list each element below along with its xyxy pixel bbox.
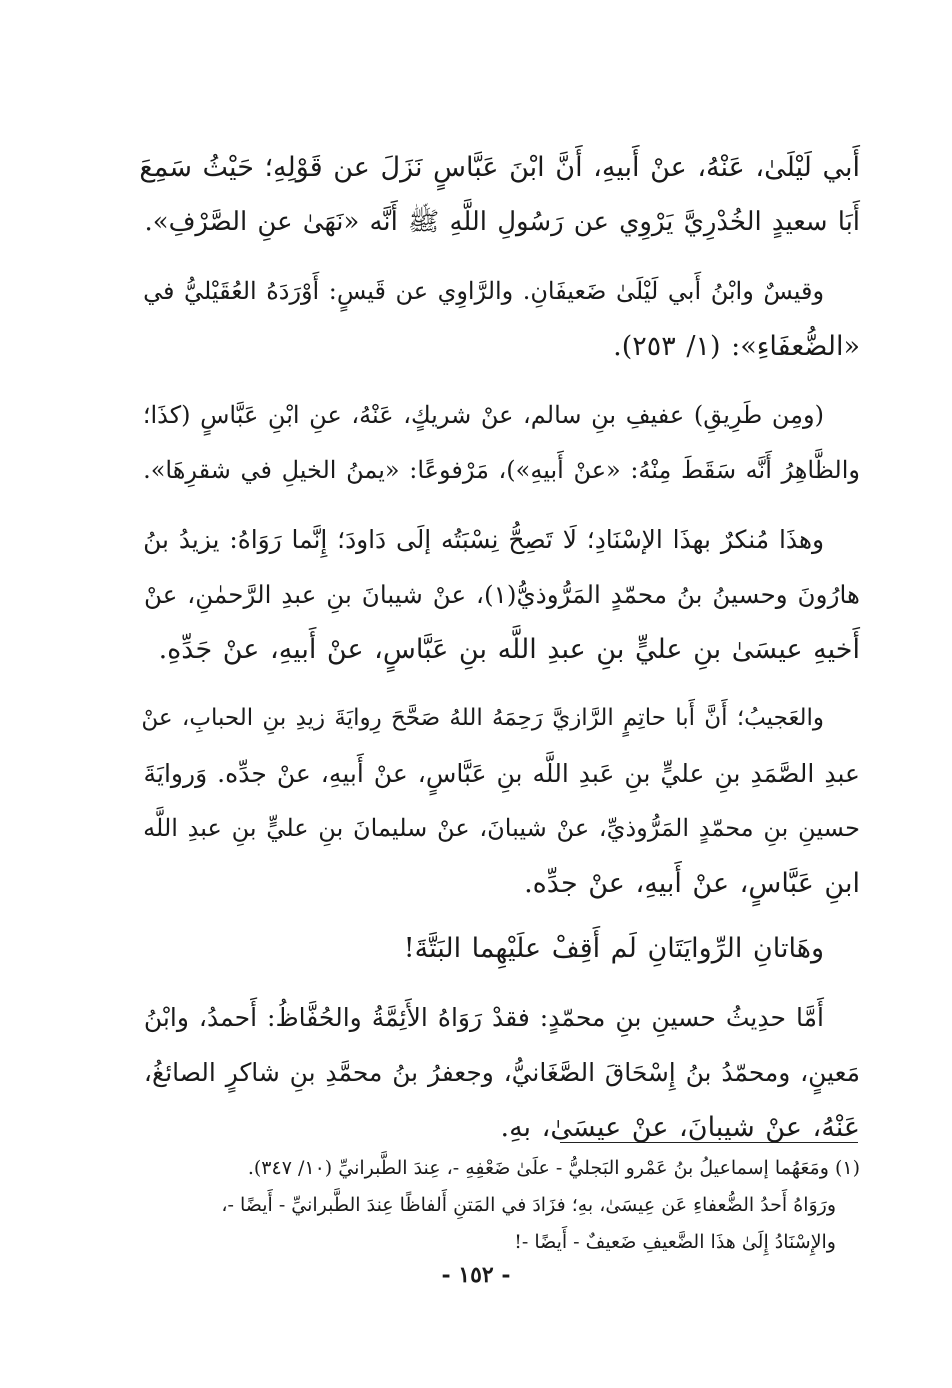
paragraph-7: [138, 990, 860, 1155]
footnote-line: ورَوَاهُ أَحدُ الضُّعفاءِ عَن عِيسَىٰ، بهِ؛ فزَادَ في المَتنِ أَلفاظًا عِندَ الطَّبرانيِّ - أَيضًا -،: [221, 1194, 836, 1216]
paragraph-4: [138, 512, 860, 677]
text-line: ابنِ عَبَّاسٍ، عنْ أَبيهِ، عنْ جدِّه.: [524, 868, 860, 899]
paragraph-2: [138, 264, 860, 374]
page-number: - ١٥٢ -: [441, 1262, 511, 1288]
text-line: هارُونَ وحسينُ بنُ محمّدٍ المَرُّوذيُّ(١)، عنْ شيبانَ بنِ عبدِ الرَّحمٰنِ، عنْ: [143, 580, 860, 609]
text-line: وهذَا مُنكرٌ بهذَا الإسْنَادِ؛ لَا تَصِحُّ نِسْبَتُه إلَى دَاودَ؛ إِنَّما رَوَاهُ: يزيدُ بنُ: [143, 525, 824, 554]
text-line: أَبَا سعيدٍ الخُدْرِيَّ يَرْوِي عن رَسُولِ اللَّهِ ﷺ أَنَّه «نَهَىٰ عنِ الصَّرْفِ».: [144, 207, 860, 237]
footnote-divider: [560, 1142, 858, 1143]
text-line: أَمَّا حدِيثُ حسينِ بنِ محمّدٍ: فقدْ رَوَاهُ الأَئِمَّةُ والحُفَّاظُ: أَحمدُ، وابْنُ: [143, 1003, 824, 1032]
text-line: حسينِ بنِ محمّدٍ المَرُّوذيِّ، عنْ شيبانَ، عنْ سليمانَ بنِ عليٍّ بنِ عبدِ اللَّه: [143, 814, 860, 842]
text-line: والعَجيبُ؛ أَنَّ أَبا حاتِمٍ الرَّازيَّ رَحِمَهُ اللهُ صَحَّحَ رِوايَةَ زيدِ بنِ الحبابِ، عنْ: [141, 705, 824, 731]
text-line: وقيسٌ وابْنُ أَبي لَيْلَىٰ ضَعيفَانِ. والرَّاوِي عن قَيسٍ: أَوْرَدَهُ العُقَيْليُّ في: [143, 277, 824, 305]
footnote-line: والإِسْنَادُ إِلَىٰ هذَا الضَّعيفِ ضَعيفٌ - أَيضًا -!: [514, 1231, 836, 1253]
text-line: أَبي لَيْلَىٰ، عَنْهُ، عنْ أَبيهِ، أَنَّ ابْنَ عَبَّاسٍ نَزَلَ عن قَوْلِهِ؛ حَيْثُ سَمِعَ: [139, 152, 860, 183]
paragraph-5: [138, 691, 860, 911]
paragraph-6: [138, 921, 860, 976]
paragraph-1: [138, 140, 860, 250]
main-text: [138, 140, 860, 1155]
footnotes: [138, 1150, 860, 1261]
text-line: وهَاتانِ الرِّوايَتَانِ لَم أَقِفْ علَيْهِما البَتَّةَ!: [403, 933, 824, 964]
text-line: عبدِ الصَّمَدِ بنِ عليٍّ بنِ عَبدِ اللَّه بنِ عَبَّاسٍ، عنْ أَبيهِ، عنْ جدِّه. وَروايَةَ: [143, 759, 860, 788]
text-line: والظَّاهِرُ أَنَّه سَقَطَ مِنْهُ: «عنْ أَبيهِ»)، مَرْفوعًا: «يمنُ الخيلِ في شقرِهَا».: [143, 456, 860, 484]
text-line: «الضُّعفَاءِ»: (١/ ٢٥٣).: [613, 331, 860, 362]
text-line: أَخيهِ عيسَىٰ بنِ عليٍّ بنِ عبدِ اللَّه بنِ عَبَّاسٍ، عنْ أَبيهِ، عنْ جَدِّهِ.: [158, 634, 860, 665]
footnote-line: (١) ومَعَهُما إسماعيلُ بنُ عَمْرو البَجليُّ - علَىٰ ضَعْفِهِ -، عِندَ الطَّبرانيِّ (١٠/ ٣٤٧).: [247, 1157, 860, 1179]
text-line: مَعينٍ، ومحمّدُ بنُ إِسْحَاقَ الصَّغَانيُّ، وجعفرُ بنُ محمَّدِ بنِ شاكرٍ الصائغُ،: [143, 1058, 860, 1087]
text-line: (ومِن طَرِيقِ) عفيفِ بنِ سالم، عنْ شريكٍ، عَنْهُ، عنِ ابْنِ عَبَّاسٍ (كذَا؛: [142, 401, 824, 429]
text-line: عَنْهُ، عنْ شيبانَ، عنْ عيسَىٰ، بهِ.: [500, 1112, 860, 1143]
paragraph-3: [138, 388, 860, 498]
